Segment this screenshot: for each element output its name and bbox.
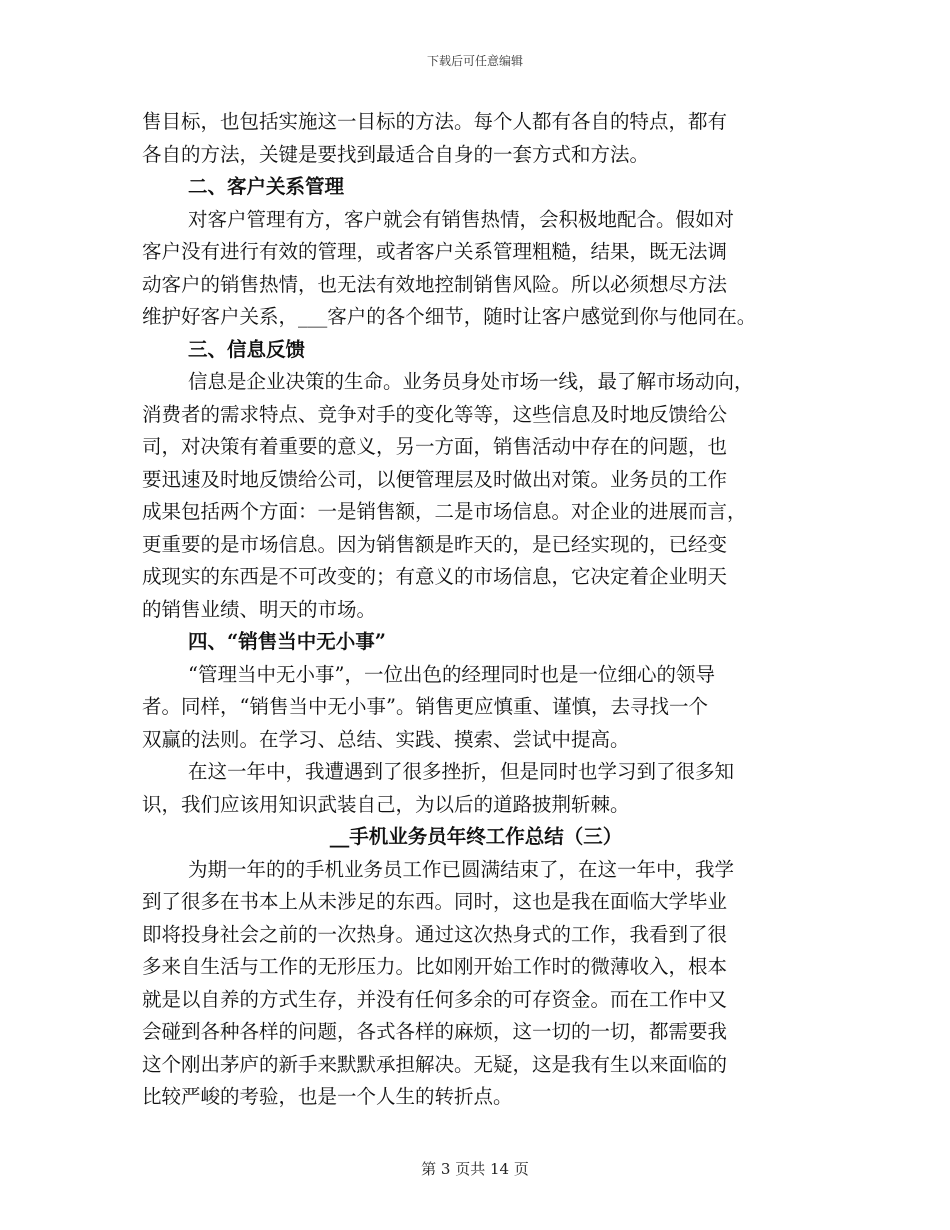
paragraph-line: 成果包括两个方面：一是销售额，二是市场信息。对企业的进展而言， [142,500,747,523]
page-number: 第 3 页共 14 页 [421,1160,529,1178]
paragraph-line: 更重要的是市场信息。因为销售额是昨天的，是已经实现的，已经变 [142,532,728,556]
paragraph-line: 要迅速及时地反馈给公司，以便管理层及时做出对策。业务员的工作 [142,467,728,491]
paragraph-line: 到了很多在书本上从未涉足的东西。同时，这也是我在面临大学毕业 [142,890,728,913]
paragraph-line: 客户没有进行有效的管理，或者客户关系管理粗糙，结果，既无法调 [142,240,728,263]
paragraph-line: 这个刚出茅庐的新手来默默承担解决。无疑，这是我有生以来面临的 [142,1052,728,1076]
body-text [142,106,810,1114]
paragraph-line: 售目标，也包括实施这一目标的方法。每个人都有各自的特点，都有 [142,110,728,133]
paragraph-line: 信息是企业决策的生命。业务员身处市场一线，最了解市场动向， [188,370,754,393]
paragraph-line: 识，我们应该用知识武装自己，为以后的道路披荆斩棘。 [142,792,630,816]
paragraph-line: 多来自生活与工作的无形压力。比如刚开始工作时的微薄收入，根本 [142,955,728,978]
paragraph-line: 消费者的需求特点、竞争对手的变化等等，这些信息及时地反馈给公 [142,402,728,426]
paragraph-line: 动客户的销售热情，也无法有效地控制销售风险。所以必须想尽方法 [142,272,728,296]
paragraph-line: 者。同样，“销售当中无小事”。销售更应慎重、谨慎，去寻找一个 [142,695,708,718]
paragraph-line: 各自的方法，关键是要找到最适合自身的一套方式和方法。 [142,142,650,166]
paragraph-line: 为期一年的的手机业务员工作已圆满结束了，在这一年中，我学 [188,857,735,881]
paragraph-line: 就是以自养的方式生存，并没有任何多余的可存资金。而在工作中又 [142,987,728,1011]
paragraph-line: 比较严峻的考验，也是一个人生的转折点。 [142,1085,513,1108]
section-heading-no-small-matters: 四、“销售当中无小事” [188,630,386,653]
paragraph-line: 在这一年中，我遭遇到了很多挫折，但是同时也学习到了很多知 [188,760,735,783]
paragraph-line: 对客户管理有方，客户就会有销售热情，会积极地配合。假如对 [188,207,735,231]
paragraph-line: “管理当中无小事”，一位出色的经理同时也是一位细心的领导 [188,662,715,686]
section-heading-customer-relations: 二、客户关系管理 [188,175,345,198]
paragraph-line: 成现实的东西是不可改变的；有意义的市场信息，它决定着企业明天 [142,565,728,588]
paragraph-line: 维护好客户关系，___客户的各个细节，随时让客户感觉到你与他同在。 [142,305,757,328]
paragraph-line: 的销售业绩、明天的市场。 [142,597,377,621]
paragraph-line: 司，对决策有着重要的意义，另一方面，销售活动中存在的问题，也 [142,435,728,458]
paragraph-line: 会碰到各种各样的问题，各式各样的麻烦，这一切的一切，都需要我 [142,1020,728,1043]
header-note: 下载后可任意编辑 [426,54,523,68]
paragraph-line: 双赢的法则。在学习、总结、实践、摸索、尝试中提高。 [142,727,630,751]
paragraph-line: 即将投身社会之前的一次热身。通过这次热身式的工作，我看到了很 [142,922,728,946]
section-heading-info-feedback: 三、信息反馈 [188,337,306,361]
document-section-title: __手机业务员年终工作总结（三） [329,825,623,848]
